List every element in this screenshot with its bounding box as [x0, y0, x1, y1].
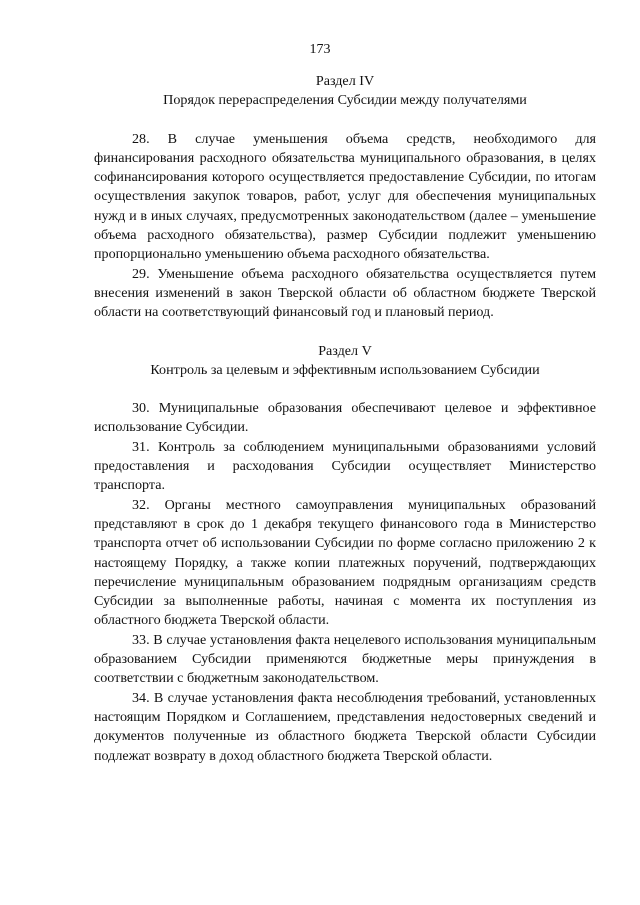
document-body — [94, 72, 596, 766]
paragraph: 32. Органы местного самоуправления муниципальных образований представляют в срок до 1 декабря текущего финансового года в Министерство транспорта отчет об использовании Субсидии по форме согласно приложению 2 к настоящему Порядку, а также копии платежных поручений, подтверждающих перечисление муниципальным образованием подрядным организациям средств Субсидии за выполненные работы, начиная с момента их поступления из областного бюджета Тверской области. — [94, 496, 596, 629]
page-number: 173 — [309, 42, 331, 57]
paragraph: 28. В случае уменьшения объема средств, необходимого для финансирования расходного обязательства муниципального образования, в целях софинансирования которого осуществляется предоставление Субсидии, по итогам осуществления закупок товаров, работ, услуг для обеспечения муниципальных нужд и в иных случаях, предусмотренных законодательством (далее – уменьшение объема расходного обязательства), размер Субсидии подлежит уменьшению пропорционально уменьшению объема расходного обязательства. — [94, 130, 596, 263]
section-iv — [94, 72, 596, 323]
spacer — [94, 111, 596, 130]
section-v — [94, 342, 596, 766]
paragraph: 31. Контроль за соблюдением муниципальными образованиями условий предоставления и расходования Субсидии осуществляет Министерство транспорта. — [94, 438, 596, 494]
section-number-label: Раздел V — [318, 342, 372, 359]
paragraph: 30. Муниципальные образования обеспечивают целевое и эффективное использование Субсидии. — [94, 400, 596, 436]
section-number-label: Раздел IV — [315, 73, 375, 89]
paragraph: 33. В случае установления факта нецелевого использования муниципальным образованием Субсидии применяются бюджетные меры принуждения в соответствии с бюджетным законодательством. — [94, 631, 596, 687]
spacer — [94, 323, 596, 342]
section-title: Контроль за целевым и эффективным использованием Субсидии — [150, 361, 540, 378]
paragraph: 34. В случае установления факта несоблюдения требований, установленных настоящим Порядком и Соглашением, представления недостоверных сведений и документов полученные из областного бюджета Тверской области Субсидии подлежат возврату в доход областного бюджета Тверской области. — [94, 689, 596, 764]
section-title: Порядок перераспределения Субсидии между получателями — [163, 92, 527, 109]
spacer — [94, 380, 596, 399]
paragraph: 29. Уменьшение объема расходного обязательства осуществляется путем внесения изменений в закон Тверской области об областном бюджете Тверской области на соответствующий финансовый год и плановый период. — [94, 265, 596, 321]
